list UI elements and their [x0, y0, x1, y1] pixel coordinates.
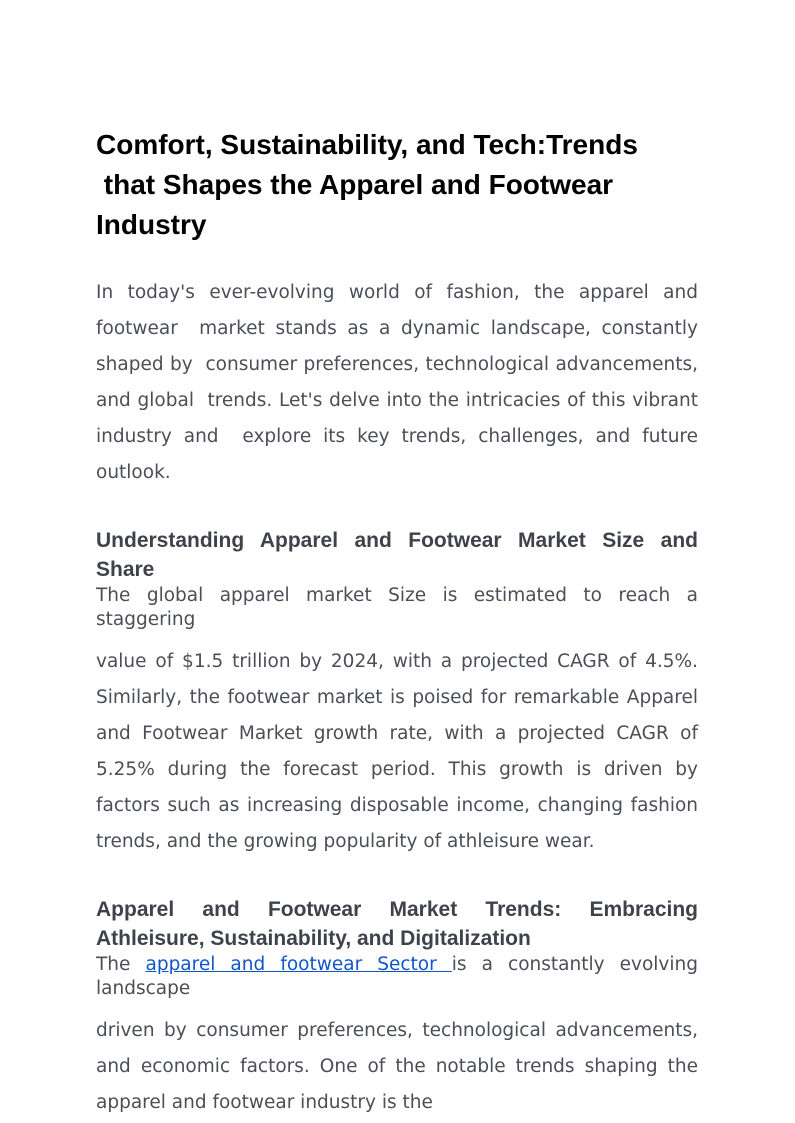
- lead-prefix: The: [96, 954, 146, 975]
- intro-paragraph: In today's ever-evolving world of fashion, the apparel and footwear market stands as a dynamic landscape, constantly shaped by consumer preferences, technological advancements, and global trends. Let's delve into the intricacies of this vibrant industry and explore its key trends, challenges, and future outlook.: [96, 282, 704, 483]
- section-body-market-trends: driven by consumer preferences, technological advancements, and economic factors. One of the notable trends shaping the apparel and footwear industry is the: [96, 1020, 698, 1113]
- section-heading-market-trends: Apparel and Footwear Market Trends: Embracing Athleisure, Sustainability, and Digitalization: [96, 898, 698, 950]
- section-lead-market-size: The global apparel market Size is estimated to reach a staggering: [96, 585, 698, 630]
- lead-suffix: is a constantly evolving landscape: [96, 954, 698, 999]
- section-lead-market-trends: [96, 953, 698, 1001]
- page-title: Comfort, Sustainability, and Tech:Trends that Shapes the Apparel and Footwear Industry: [96, 129, 638, 240]
- section-body-market-size: value of $1.5 trillion by 2024, with a projected CAGR of 4.5%. Similarly, the footwear market is poised for remarkable Apparel and Footwear Market growth rate, with a projected CAGR of 5.25% during the forecast period. This growth is driven by factors such as increasing disposable income, changing fashion trends, and the growing popularity of athleisure wear.: [96, 651, 698, 852]
- apparel-footwear-sector-link[interactable]: apparel and footwear Sector: [145, 954, 452, 975]
- section-heading-market-size: Understanding Apparel and Footwear Market Size and Share: [96, 529, 698, 581]
- document-page: [96, 125, 704, 1121]
